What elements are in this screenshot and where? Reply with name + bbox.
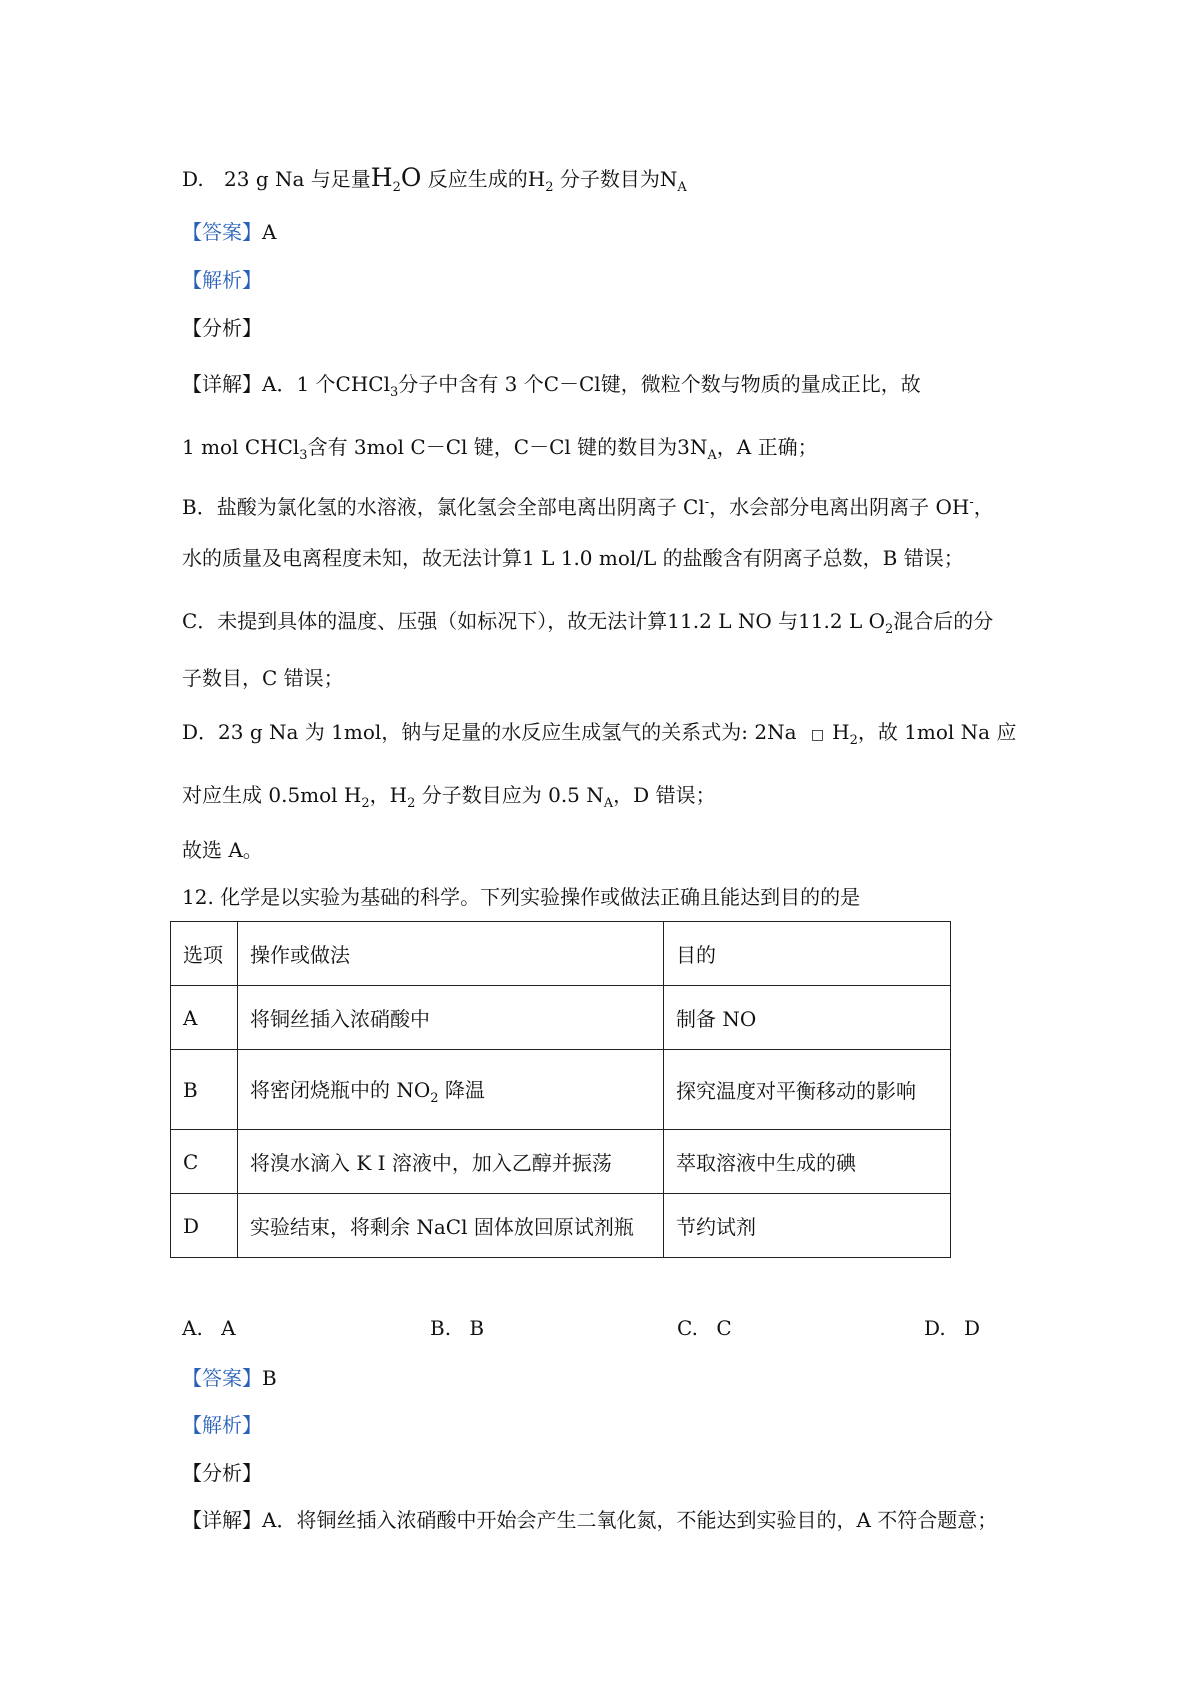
- detail-c-line1: C．未提到具体的温度、压强（如标况下），故无法计算11.2 L NO 与11.2 L $O_2$混合后的分: [182, 609, 994, 637]
- detail-12-a: 【详解】A．将铜丝插入浓硝酸中开始会产生二氧化氮，不能达到实验目的，A 不符合题意；: [182, 1508, 998, 1532]
- answer-tag: 【答案】: [182, 220, 262, 244]
- table-cell-purpose: 探究温度对平衡移动的影响: [664, 1050, 951, 1130]
- choice-c: C. C: [677, 1316, 732, 1340]
- table-header-row: [171, 922, 951, 986]
- table-cell-option: C: [171, 1130, 238, 1194]
- table-cell-option: B: [171, 1050, 238, 1130]
- analysis-tag: 【解析】: [182, 268, 262, 292]
- question-12: 12. 化学是以实验为基础的科学。下列实验操作或做法正确且能达到目的的是: [182, 885, 861, 909]
- analysis-tag-2: 【解析】: [182, 1413, 262, 1437]
- fenxi-tag-2: 【分析】: [182, 1461, 262, 1485]
- choice-d: D. D: [924, 1316, 981, 1340]
- table-row: [171, 1130, 951, 1194]
- table-header-cell: 目的: [664, 922, 951, 986]
- table-row: [171, 1050, 951, 1130]
- detail-c-line2: 子数目，C 错误；: [182, 666, 344, 690]
- detail-d-line2: 对应生成 0.5mol $H_2$，$H_2$ 分子数目应为 0.5 $N_A$，D 错误；: [182, 783, 716, 811]
- experiment-table: [170, 921, 951, 1258]
- answer-value: A: [262, 220, 277, 244]
- table-row: [171, 1194, 951, 1258]
- choice-a: A. A: [182, 1316, 236, 1340]
- detail-b-line1: B．盐酸为氯化氢的水溶液，氯化氢会全部电离出阴离子 Cl-，水会部分电离出阴离子 OH-，: [182, 495, 994, 519]
- table-cell-purpose: 制备 NO: [664, 986, 951, 1050]
- table-header-cell: 选项: [171, 922, 238, 986]
- detail-a-line1: 【详解】A．1 个CHCl$_3$分子中含有 3 个C－Cl键，微粒个数与物质的量成正比，故: [182, 372, 921, 400]
- q11-option-d: D. 23 g Na 与足量$H_2O$ 反应生成的$H_2$ 分子数目为$N_A$: [182, 163, 687, 195]
- table-cell-purpose: 萃取溶液中生成的碘: [664, 1130, 951, 1194]
- table-cell-operation: 实验结束，将剩余 NaCl 固体放回原试剂瓶: [238, 1194, 664, 1258]
- table-cell-operation: 将铜丝插入浓硝酸中: [238, 986, 664, 1050]
- answer-value: B: [262, 1366, 277, 1390]
- answer-tag: 【答案】: [182, 1366, 262, 1390]
- conclusion: 故选 A。: [182, 838, 263, 862]
- table-cell-operation: 将溴水滴入 K I 溶液中，加入乙醇并振荡: [238, 1130, 664, 1194]
- missing-glyph-icon: □: [810, 727, 825, 743]
- table-header-cell: 操作或做法: [238, 922, 664, 986]
- table-cell-option: D: [171, 1194, 238, 1258]
- answer-line-2: [182, 1364, 277, 1392]
- detail-a-line2: 1 mol CHCl$_3$含有 3mol C－Cl 键，C－Cl 键的数目为$3N_A$，A 正确；: [182, 435, 818, 463]
- table-cell-operation: 将密闭烧瓶中的 $NO_2$ 降温: [238, 1050, 664, 1130]
- choice-b: B. B: [430, 1316, 485, 1340]
- detail-b-line2: 水的质量及电离程度未知，故无法计算1 L 1.0 mol/L 的盐酸含有阴离子总数，B 错误；: [182, 546, 964, 570]
- option-label: D.: [182, 167, 204, 191]
- fenxi-tag: 【分析】: [182, 316, 262, 340]
- table-row: [171, 986, 951, 1050]
- table-cell-option: A: [171, 986, 238, 1050]
- table-cell-purpose: 节约试剂: [664, 1194, 951, 1258]
- detail-d-line1: D．23 g Na 为 1mol，钠与足量的水反应生成氢气的关系式为: 2Na □ $H_2$，故 1mol Na 应: [182, 720, 1017, 748]
- answer-line: [182, 218, 276, 246]
